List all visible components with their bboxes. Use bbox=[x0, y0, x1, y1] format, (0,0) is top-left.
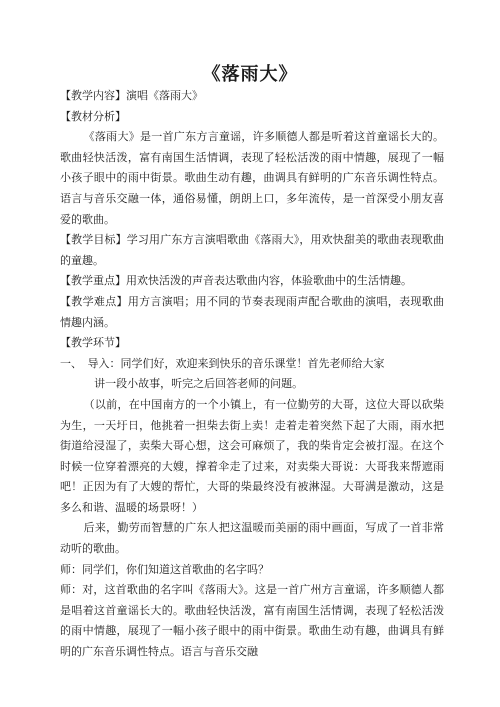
section-content: 【教学内容】演唱《落雨大》 bbox=[60, 89, 203, 102]
document-body bbox=[60, 86, 444, 663]
step-one-intro-continued: 讲一段小故事，听完之后回答老师的问题。 bbox=[94, 377, 304, 391]
section-key-points: 【教学重点】用欢快活泼的声音表达歌曲内容，体验歌曲中的生活情趣。 bbox=[60, 274, 412, 288]
section-steps-heading: 【教学环节】 bbox=[60, 336, 126, 350]
analysis-paragraph: 《落雨大》是一首广东方言童谣，许多顺德人都是听着这首童谣长大的。歌曲轻快活泼，富有南国生活情调，表现了轻松活泼的雨中情趣，展现了一幅小孩子眼中的雨中街景。歌曲生动有趣，曲调具有鲜明的广东音乐调性特点。语言与音乐交融一体，通俗易懂，朗朗上口，多年流传，是一首深受小朋友喜爱的歌曲。 bbox=[60, 130, 444, 226]
step-one-intro: 一、 导入：同学们好，欢迎来到快乐的音乐课堂！首先老师给大家 bbox=[60, 356, 385, 370]
section-goals: 【教学目标】学习用广东方言演唱歌曲《落雨大》，用欢快甜美的歌曲表现歌曲的童趣。 bbox=[60, 233, 444, 267]
section-difficulties: 【教学难点】用方言演唱；用不同的节奏表现雨声配合歌曲的演唱，表现歌曲情趣内涵。 bbox=[60, 294, 444, 329]
teacher-question: 师：同学们，你们知道这首歌曲的名字吗？ bbox=[60, 562, 269, 576]
story-paragraph: （以前，在中国南方的一个小镇上，有一位勤劳的大哥，这位大哥以砍柴为生，一天圩日，他挑着一担柴去街上卖！走着走着突然下起了大雨，雨水把街道给浸湿了，卖柴大哥心想，这会可麻烦了，我的柴肯定会被打湿。在这个时候一位穿着漂亮的大嫂，撑着伞走了过来，对卖柴大哥说：大哥我来帮遮雨吧！正因为有了大嫂的帮忙，大哥的柴最终没有被淋湿。大哥满是激动，这是多么和谐、温暖的场景呀！） bbox=[60, 397, 444, 514]
story-conclusion: 后来，勤劳而智慧的广东人把这温暖而美丽的雨中画面，写成了一首非常动听的歌曲。 bbox=[60, 521, 444, 556]
section-analysis-heading: 【教材分析】 bbox=[60, 109, 126, 123]
document-title: 《落雨大》 bbox=[202, 64, 298, 85]
teacher-answer: 师：对，这首歌曲的名字叫《落雨大》。这是一首广州方言童谣，许多顺德人都是唱着这首童谣长大的。歌曲轻快活泼，富有南国生活情调，表现了轻松活泼的雨中情趣，展现了一幅小孩子眼中的雨中街景。歌曲生动有趣，曲调具有鲜明的广东音乐调性特点。语言与音乐交融 bbox=[60, 583, 444, 659]
